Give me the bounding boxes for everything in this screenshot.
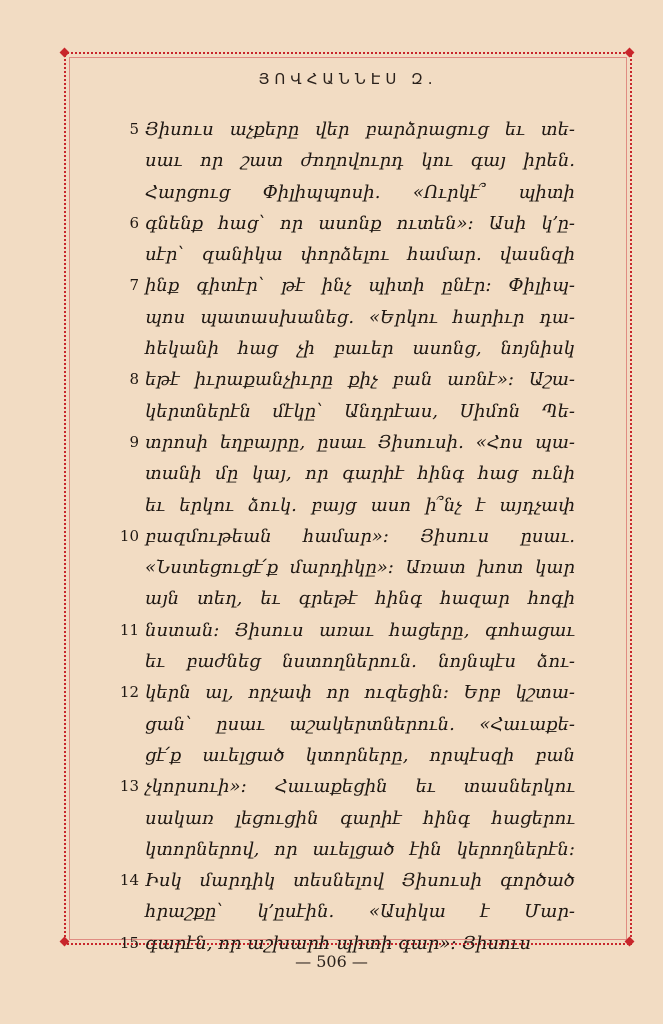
- line-text: կերն ալ, որչափ որ ուզեցին։ Երբ կշտա-: [145, 682, 575, 704]
- text-line: [113, 583, 575, 614]
- verse-number: 5: [129, 120, 139, 138]
- line-text: տրոսի եղբայրը, ըսաւ Յիսուսի. «Հոս պա-: [145, 431, 575, 453]
- line-text: «Նստեցուցէ՛ք մարդիկը»։ Առատ խոտ կար: [145, 557, 575, 579]
- line-text: կերտներէն մէկը՝ Անդրէաս, Սիմոն Պե-: [145, 400, 575, 422]
- text-line: [113, 552, 575, 583]
- text-line: [113, 177, 575, 208]
- text-line: [113, 208, 575, 239]
- text-line: [113, 709, 575, 740]
- line-text: սակառ լեցուցին գարիէ հինգ հացերու: [145, 807, 575, 829]
- text-line: [113, 302, 575, 333]
- text-line: [113, 333, 575, 364]
- line-text: Հարցուց Փիլիպպոսի. «Ուրկէ՞ պիտի: [145, 181, 575, 203]
- line-text: չկորսուի»։ Հաւաքեցին եւ տասներկու: [145, 776, 575, 798]
- text-line: [113, 865, 575, 896]
- line-text: կտորներով, որ աւելցած էին կերողներէն։: [145, 838, 575, 860]
- line-text: ցան՝ ըսաւ աշակերտներուն. «Հաւաքե-: [145, 713, 575, 735]
- text-line: [113, 521, 575, 552]
- text-line: [113, 396, 575, 427]
- line-text: Յիսուս աչքերը վեր բարձրացուց եւ տե-: [145, 119, 575, 140]
- line-text: սէր՝ զանիկա փորձելու համար. վասնզի: [145, 244, 575, 266]
- verse-number: 15: [119, 933, 139, 952]
- verse-number: 12: [119, 683, 139, 702]
- text-line: [113, 114, 575, 145]
- line-text: տանի մը կայ, որ գարիէ հինգ հաց ունի: [145, 463, 575, 485]
- line-text: ինք գիտէր՝ թէ ինչ պիտի ընէր։ Փիլիպ-: [145, 275, 575, 297]
- text-line: [113, 615, 575, 646]
- text-line: [113, 896, 575, 927]
- line-text: սաւ որ շատ ժողովուրդ կու գայ իրեն.: [145, 150, 575, 172]
- text-line: [113, 677, 575, 708]
- scripture-text-block: [113, 114, 575, 959]
- line-text: հրաշքը՝ կ՚ըսէին. «Ասիկա է Մար-: [145, 901, 575, 923]
- verse-number: 11: [119, 620, 139, 639]
- line-text: հեկանի հաց չի բաւեր ասոնց, նոյնիսկ: [145, 338, 575, 360]
- verse-number: 13: [119, 777, 139, 796]
- line-text: գնենք հաց՝ որ ասոնք ուտեն»։ Ասի կ՚ը-: [145, 212, 575, 234]
- verse-number: 9: [129, 432, 139, 451]
- verse-number: 14: [119, 871, 139, 890]
- text-line: [113, 803, 575, 834]
- text-line: [113, 427, 575, 458]
- text-line: [113, 145, 575, 176]
- verse-number: 6: [129, 213, 139, 232]
- page-number: — 506 —: [295, 952, 368, 971]
- text-line: [113, 458, 575, 489]
- line-text: եւ բաժնեց նստողներուն. նոյնպէս ձու-: [145, 651, 575, 673]
- text-line: [113, 771, 575, 802]
- text-line: [113, 834, 575, 865]
- line-text: բազմութեան համար»։ Յիսուս ըսաւ.: [145, 525, 575, 547]
- line-text: եթէ իւրաքանչիւրը քիչ բան առնէ»։ Աշա-: [145, 369, 575, 391]
- verse-number: 10: [119, 526, 139, 545]
- line-text: ցէ՛ք աւելցած կտորները, որպէսզի բան: [145, 744, 575, 766]
- text-line: [113, 364, 575, 395]
- text-line: [113, 646, 575, 677]
- verse-number: 7: [129, 276, 139, 295]
- line-text: նստան։ Յիսուս առաւ հացերը, գոհացաւ: [145, 619, 575, 641]
- running-header: ՅՈՎՀԱՆՆԷՍ Զ.: [258, 70, 438, 88]
- line-text: եւ երկու ձուկ. բայց ասո ի՞նչ է այդչափ: [145, 494, 575, 516]
- line-text: պոս պատասխանեց. «Երկու հարիւր դա-: [145, 306, 575, 328]
- text-line: [113, 270, 575, 301]
- line-text: այն տեղ, եւ գրեթէ հինգ հազար հոգի: [145, 588, 575, 610]
- line-text: գարէն, որ աշխարհ պիտի գար»։ Յիսուս: [145, 932, 531, 954]
- text-line: [113, 490, 575, 521]
- line-text: Իսկ մարդիկ տեսնելով Յիսուսի գործած: [145, 870, 575, 892]
- text-line: [113, 740, 575, 771]
- text-line: [113, 239, 575, 270]
- verse-number: 8: [129, 370, 139, 389]
